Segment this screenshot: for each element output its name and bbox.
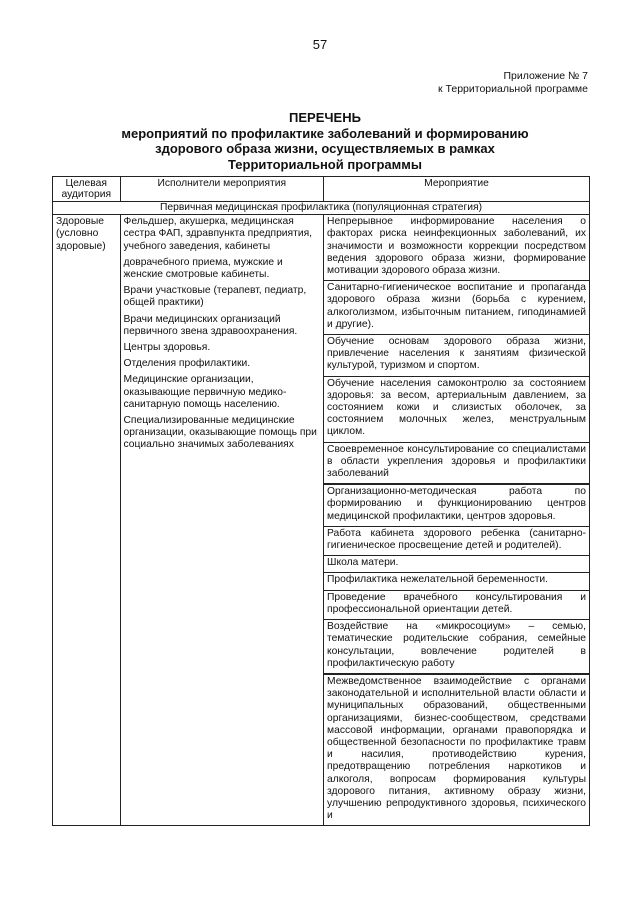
executor-item: Медицинские организации, оказывающие первичную медико-санитарную помощь населению.	[123, 374, 287, 410]
audience-cell: Здоровые (условно здоровые)	[53, 215, 121, 826]
appendix-line-1: Приложение № 7	[503, 70, 588, 82]
title-line-2: мероприятий по профилактике заболеваний и формированию	[121, 125, 529, 141]
measure-item: Обучение населения самоконтролю за состоянием здоровья: за весом, артериальным давлением, за состоянием кожи и слизистых оболочек, за состоянием молочных желез, менструальным циклом.	[324, 377, 589, 443]
measures-table	[52, 176, 590, 826]
measure-item: Работа кабинета здорового ребенка (санитарно-гигиеническое просвещение детей и родителей).	[324, 527, 589, 556]
measure-item: Воздействие на «микросоциум» – семью, тематические родительские собрания, семейные консультации, вовлечение родителей в профилактическую работу	[327, 621, 586, 669]
executor-item: Центры здоровья.	[123, 342, 211, 354]
appendix-note	[438, 70, 588, 96]
table-header-row	[53, 177, 590, 202]
appendix-line-2: к Территориальной программе	[438, 83, 588, 95]
page-number: 57	[312, 37, 328, 52]
measure-item: Профилактика нежелательной беременности.	[324, 573, 589, 590]
executor-item: Фельдшер, акушерка, медицинская сестра ФАП, здравпункта предприятия, учебного заведения, кабинеты	[123, 216, 313, 252]
measure-item: Школа матери.	[324, 556, 589, 573]
measure-item: Своевременное консультирование со специалистами в области укрепления здоровья и профилактики заболеваний	[327, 443, 586, 480]
header-measure: Мероприятие	[324, 177, 590, 202]
measures-group-1	[324, 215, 590, 485]
header-executors: Исполнители мероприятия	[120, 177, 324, 202]
header-audience: Целевая аудитория	[53, 177, 121, 202]
measure-item: Организационно-методическая работа по формированию и функционированию центров медицинской профилактики, центров здоровья.	[324, 485, 589, 527]
table-row	[53, 215, 590, 485]
measure-item: Обучение основам здорового образа жизни, привлечение населения к занятиям физической культурой, туризмом и спортом.	[324, 335, 589, 377]
title-line-4: Территориальной программы	[228, 156, 422, 172]
executor-item: доврачебного приема, мужские и женские смотровые кабинеты.	[123, 256, 283, 281]
measures-group-2	[324, 484, 590, 674]
document-title	[100, 110, 550, 172]
title-line-1: ПЕРЕЧЕНЬ	[289, 110, 361, 125]
measure-item: Проведение врачебного консультирования и профессиональной ориентации детей.	[324, 591, 589, 620]
executor-item: Врачи участковые (терапевт, педиатр, общей практики)	[123, 285, 307, 309]
measure-item: Межведомственное взаимодействие с органами законодательной и исполнительной власти области и муниципальных образований, общественными организациями, бизнес-сообществом, средствами массовой информации, органами правопорядка и общественной безопасности по профилактике травм и насилия, противодействию курения, предотвращению потребления наркотиков и алкоголя, вопросам формирования культуры здорового питания, активному образу жизни, улучшению репродуктивного здоровья, психического и	[327, 675, 586, 822]
executor-item: Врачи медицинских организаций первичного звена здравоохранения.	[123, 313, 298, 337]
measure-item: Непрерывное информирование населения о факторах риска неинфекционных заболеваний, их значимости и возможности коррекции посредством ведения здорового образа жизни, формирование мотивации здорового образа жизни.	[324, 215, 589, 281]
measures-group-3	[324, 674, 590, 826]
executors-cell	[120, 215, 324, 826]
section-row	[53, 202, 590, 215]
measure-item: Санитарно-гигиеническое воспитание и пропаганда здорового образа жизни (борьба с курением, алкоголизмом, избыточным питанием, гиподинамией и другие).	[324, 281, 589, 335]
title-line-3: здорового образа жизни, осуществляемых в рамках	[155, 141, 495, 156]
executor-item: Специализированные медицинские организации, оказывающие помощь при социально значимых заболеваниях	[123, 415, 317, 451]
executor-item: Отделения профилактики.	[123, 358, 251, 370]
section-title: Первичная медицинская профилактика (популяционная стратегия)	[53, 202, 590, 215]
